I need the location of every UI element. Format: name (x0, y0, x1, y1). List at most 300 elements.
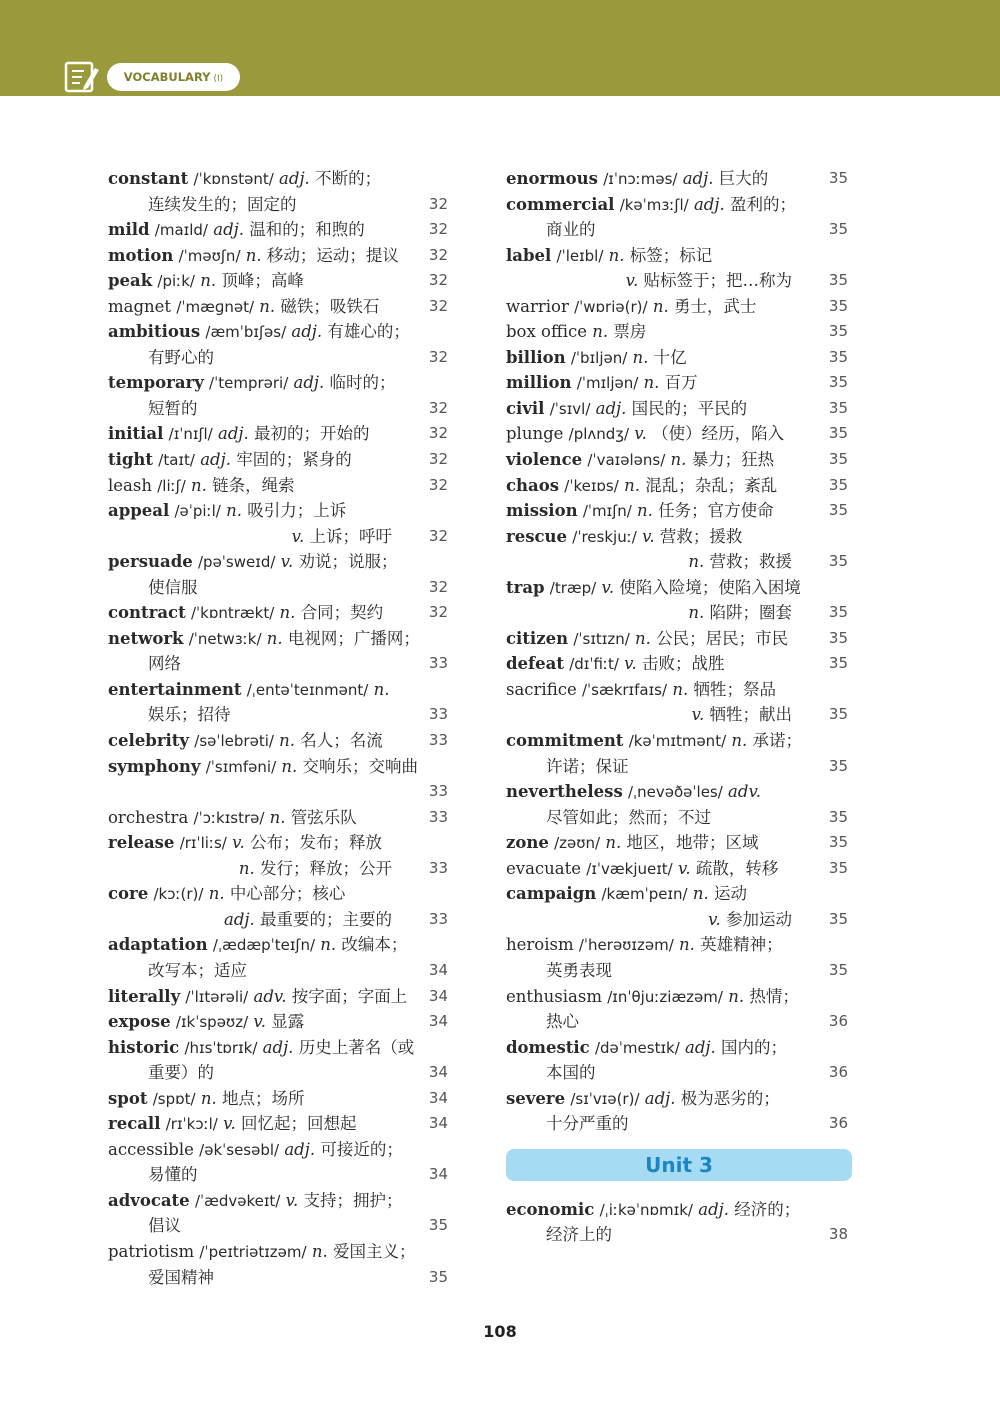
headword: initial (108, 424, 164, 444)
part-of-speech: v. (691, 705, 705, 725)
vocab-line (108, 268, 448, 294)
headword: recall (108, 1114, 161, 1134)
part-of-speech: adj. (682, 169, 714, 188)
part-of-speech: v. (280, 552, 294, 572)
page-ref: 32 (428, 245, 448, 264)
definition: 经济的； (734, 1199, 801, 1219)
phonetic: /ˈvaɪələns/ (587, 451, 666, 470)
headword: spot (108, 1088, 148, 1108)
page-ref: 34 (428, 1088, 448, 1107)
part-of-speech: adj. (644, 1088, 676, 1108)
part-of-speech: n. (608, 245, 625, 265)
notebook-pencil-icon (64, 60, 100, 94)
phonetic: /ɪkˈspəʊz/ (175, 1013, 249, 1032)
definition: 有野心的 (148, 347, 214, 367)
page-ref: 35 (828, 603, 848, 622)
definition: 移动；运动；提议 (266, 245, 399, 265)
vocab-line (506, 830, 848, 856)
page-ref: 35 (828, 347, 848, 366)
definition: 临时的； (329, 373, 396, 393)
definition: 网络 (148, 654, 181, 674)
part-of-speech: n. (191, 475, 207, 495)
definition: 商业的 (546, 220, 596, 240)
page-ref: 35 (828, 296, 848, 315)
headword: mission (506, 501, 578, 521)
phonetic: /ˈlɪtərəli/ (185, 987, 249, 1006)
vocab-line (108, 345, 448, 371)
page-ref: 32 (428, 424, 448, 443)
definition: 支持；拥护； (303, 1190, 403, 1210)
definition: 吸引力；上诉 (247, 501, 347, 521)
page-ref: 35 (828, 833, 848, 852)
definition: 贴标签于；把…称为 (643, 271, 792, 291)
part-of-speech: adv. (728, 782, 762, 802)
vocab-line (108, 575, 448, 601)
headword: severe (506, 1088, 566, 1108)
page-ref: 36 (828, 1114, 848, 1133)
definition: 营救；救援 (709, 552, 792, 572)
vocab-line (506, 1222, 848, 1248)
part-of-speech: n. (643, 373, 660, 393)
definition: 国内的； (721, 1037, 788, 1057)
part-of-speech: n. (238, 858, 255, 878)
part-of-speech: n. (688, 603, 705, 623)
headword: ambitious (108, 322, 201, 342)
vocab-line (506, 779, 848, 805)
vocab-line (108, 1111, 448, 1137)
vocab-line (506, 1060, 848, 1086)
definition: 名人；名流 (300, 731, 383, 751)
definition: 可接近的； (320, 1139, 403, 1159)
vocab-line (506, 754, 848, 780)
definition: 百万 (664, 373, 698, 393)
definition: 连续发生的；固定的 (148, 194, 297, 214)
headword: million (506, 373, 572, 393)
vocab-line (108, 779, 448, 805)
phonetic: /ˈnetwɜːk/ (188, 629, 262, 648)
definition: 爱国主义； (332, 1241, 416, 1261)
headword: peak (108, 271, 153, 291)
definition: 票房 (613, 322, 647, 342)
headword: civil (506, 398, 545, 418)
vocab-line (108, 1137, 448, 1163)
page-ref: 35 (828, 373, 848, 392)
page-ref: 32 (428, 194, 448, 213)
part-of-speech: adj. (217, 424, 249, 444)
headword: zone (506, 833, 549, 853)
vocab-line (506, 549, 848, 575)
part-of-speech: n. (728, 986, 745, 1006)
part-of-speech: n. (373, 679, 390, 699)
phonetic: /ˈpeɪtriətɪzəm/ (199, 1242, 307, 1261)
vocab-line (108, 1213, 448, 1239)
phonetic: /ˈkɒnstənt/ (193, 170, 274, 188)
vocab-line (108, 1162, 448, 1188)
vocab-line (108, 1265, 448, 1291)
definition: 热心 (546, 1012, 579, 1032)
vocab-column-left (108, 166, 448, 1290)
definition: 历史上著名（或 (298, 1037, 415, 1057)
headword: core (108, 884, 149, 904)
definition: 混乱；杂乱；紊乱 (645, 475, 778, 495)
definition: 经济上的 (546, 1225, 612, 1245)
phonetic: /maɪld/ (154, 221, 208, 240)
definition: 地点；场所 (221, 1088, 305, 1108)
part-of-speech: n. (245, 245, 262, 265)
phonetic: /ˈkeɪɒs/ (564, 476, 619, 495)
definition: 击败；战胜 (642, 654, 725, 674)
definition: （使）经历，陷入 (652, 424, 785, 444)
headword: economic (506, 1199, 595, 1219)
vocab-list-unit2 (506, 166, 848, 1137)
vocab-line (108, 626, 448, 652)
phonetic: /ˈməʊʃn/ (178, 246, 241, 265)
definition: 娱乐；招待 (148, 705, 231, 725)
definition: 国民的；平民的 (631, 398, 748, 418)
part-of-speech: n. (200, 271, 217, 291)
vocab-line (108, 498, 448, 524)
vocab-column-right (506, 166, 848, 1248)
definition: 合同；契约 (300, 603, 384, 623)
definition: 营救；援救 (659, 526, 743, 546)
vocab-line (506, 651, 848, 677)
vocab-line (108, 421, 448, 447)
vocab-line (108, 600, 448, 626)
definition: 改编本； (341, 935, 408, 955)
unit-heading: Unit 3 (506, 1149, 852, 1181)
vocab-line (108, 370, 448, 396)
part-of-speech: n. (266, 628, 283, 648)
definition: 牺牲；祭品 (693, 679, 776, 699)
headword: network (108, 628, 184, 648)
vocab-line (108, 294, 448, 320)
vocab-line (108, 1239, 448, 1265)
part-of-speech: n. (592, 322, 609, 342)
vocab-line (108, 1009, 448, 1035)
phonetic: /ˌædæpˈteɪʃn/ (212, 936, 316, 955)
page-ref: 35 (828, 756, 848, 775)
part-of-speech: n. (635, 628, 651, 648)
headword: motion (108, 245, 174, 265)
page-ref: 32 (428, 271, 448, 290)
definition: 不断的； (315, 169, 382, 188)
part-of-speech: n. (226, 501, 242, 521)
page-ref: 34 (428, 986, 448, 1005)
headword: expose (108, 1012, 171, 1032)
phonetic: /ˈtemprəri/ (209, 374, 289, 393)
vocab-line (108, 192, 448, 218)
part-of-speech: v. (624, 654, 637, 674)
headword: historic (108, 1037, 180, 1057)
headword: heroism (506, 935, 574, 955)
definition: 使信服 (148, 577, 198, 597)
phonetic: /hɪsˈtɒrɪk/ (184, 1038, 258, 1057)
part-of-speech: n. (632, 347, 649, 367)
phonetic: /dɪˈfiːt/ (569, 655, 619, 674)
page-ref: 35 (828, 271, 848, 290)
phonetic: /sɪˈvɪə(r)/ (570, 1089, 640, 1108)
vocab-line (108, 958, 448, 984)
section-label: VOCABULARY (123, 70, 211, 84)
page-ref: 35 (828, 858, 848, 877)
page-ref: 33 (428, 909, 448, 928)
page-ref: 32 (428, 577, 448, 596)
part-of-speech: n. (679, 935, 695, 955)
headword: advocate (108, 1190, 190, 1210)
page-number: 108 (483, 1322, 517, 1341)
definition: 热情； (749, 986, 799, 1006)
vocab-line (506, 1111, 848, 1137)
phonetic: /ɪnˈθjuːziæzəm/ (607, 987, 723, 1006)
headword: trap (506, 577, 545, 597)
definition: 巨大的 (718, 169, 769, 188)
part-of-speech: v. (625, 271, 639, 291)
vocab-line (506, 907, 848, 933)
phonetic: /dəˈmestɪk/ (594, 1038, 680, 1057)
phonetic: /səˈlebrəti/ (194, 732, 274, 751)
vocab-line (108, 396, 448, 422)
definition: 最初的；开始的 (254, 424, 370, 444)
page-ref: 35 (828, 220, 848, 239)
section-label-pill (107, 63, 240, 91)
part-of-speech: v. (223, 1114, 236, 1134)
page-ref: 35 (828, 169, 848, 187)
page-ref: 32 (428, 475, 448, 494)
part-of-speech: n. (624, 475, 640, 495)
page-ref: 38 (828, 1225, 848, 1244)
page-ref: 34 (428, 1165, 448, 1184)
phonetic: /piːk/ (157, 272, 195, 291)
part-of-speech: adj. (200, 450, 231, 470)
vocab-line (108, 702, 448, 728)
part-of-speech: n. (672, 679, 689, 699)
headword: celebrity (108, 731, 190, 751)
part-of-speech: n. (605, 833, 622, 853)
vocab-line (108, 1035, 448, 1061)
vocab-line (108, 1060, 448, 1086)
phonetic: /ˈædvəkeɪt/ (194, 1191, 281, 1210)
vocab-line (108, 447, 448, 473)
vocab-line (506, 1035, 848, 1061)
part-of-speech: n. (670, 450, 687, 470)
part-of-speech: n. (311, 1241, 328, 1261)
page-ref: 32 (428, 220, 448, 239)
phonetic: /ɪˈnɔːməs/ (603, 170, 678, 188)
headword: chaos (506, 475, 560, 495)
page-ref: 35 (828, 807, 848, 826)
definition: 交响乐；交响曲 (302, 756, 419, 776)
vocab-line (506, 984, 848, 1010)
headword: leash (108, 475, 152, 495)
part-of-speech: adj. (223, 909, 255, 929)
part-of-speech: v. (634, 424, 647, 444)
vocab-line (108, 932, 448, 958)
headword: adaptation (108, 935, 208, 955)
phonetic: /ˈmɪʃn/ (582, 502, 632, 521)
definition: 极为恶劣的； (680, 1088, 780, 1108)
definition: 短暂的 (148, 398, 198, 418)
vocab-line (506, 243, 848, 269)
part-of-speech: v. (285, 1190, 299, 1210)
headword: mild (108, 220, 150, 240)
phonetic: /zəʊn/ (554, 834, 601, 853)
headword: accessible (108, 1139, 194, 1159)
phonetic: /ˈreskjuː/ (572, 527, 637, 546)
part-of-speech: adj. (262, 1037, 294, 1057)
vocab-line (506, 728, 848, 754)
page-ref: 36 (828, 1012, 848, 1031)
vocab-line (506, 370, 848, 396)
vocab-line (108, 166, 448, 192)
page-ref: 33 (428, 654, 448, 673)
part-of-speech: n. (208, 884, 225, 904)
phonetic: /ˈmæɡnət/ (176, 297, 255, 316)
vocab-line (108, 217, 448, 243)
phonetic: /ˈherəʊɪzəm/ (578, 936, 674, 955)
definition: 倡议 (148, 1216, 181, 1236)
vocab-line (506, 702, 848, 728)
definition: 使陷入险境；使陷入困境 (619, 577, 801, 597)
definition: 按字面；字面上 (291, 986, 408, 1006)
vocab-line (506, 319, 848, 345)
page-ref: 34 (428, 1063, 448, 1082)
part-of-speech: n. (688, 552, 705, 572)
vocab-list-unit3 (506, 1197, 848, 1248)
vocab-line (108, 1086, 448, 1112)
part-of-speech: adj. (291, 322, 323, 342)
vocab-line (108, 1188, 448, 1214)
page-ref: 35 (828, 398, 848, 417)
page-ref: 35 (828, 552, 848, 571)
phonetic: /plʌndʒ/ (568, 425, 630, 444)
phonetic: /ˈkɒntrækt/ (190, 604, 275, 623)
headword: symphony (108, 756, 201, 776)
page-ref: 32 (428, 347, 448, 366)
page-ref: 35 (828, 322, 848, 341)
part-of-speech: n. (652, 296, 669, 316)
vocab-line (108, 805, 448, 831)
headword: literally (108, 986, 181, 1006)
vocab-line (506, 958, 848, 984)
part-of-speech: adj. (213, 220, 244, 240)
vocab-line (108, 830, 448, 856)
definition: 磁铁；吸铁石 (280, 296, 380, 316)
page-ref: 32 (428, 398, 448, 417)
phonetic: /əˈpiːl/ (174, 502, 221, 521)
phonetic: /ˈsɪvl/ (549, 399, 591, 418)
page-ref: 33 (428, 705, 448, 724)
vocab-line (506, 524, 848, 550)
phonetic: /ˈwɒriə(r)/ (574, 297, 648, 316)
definition: 十亿 (653, 347, 687, 367)
definition: 十分严重的 (546, 1114, 629, 1134)
vocab-line (108, 651, 448, 677)
page-ref: 33 (428, 782, 448, 801)
phonetic: /ˈɔːkɪstrə/ (193, 808, 265, 827)
vocab-line (108, 524, 448, 550)
definition: 有雄心的； (327, 322, 410, 342)
definition: 尽管如此；然而；不过 (546, 807, 711, 827)
page-ref: 35 (828, 909, 848, 928)
phonetic: /ˈbɪljən/ (570, 348, 628, 367)
headword: plunge (506, 424, 564, 444)
part-of-speech: adv. (253, 986, 287, 1006)
phonetic: /ˌiːkəˈnɒmɪk/ (599, 1200, 693, 1219)
page-ref: 35 (428, 1216, 448, 1235)
definition: 顶峰；高峰 (221, 271, 304, 291)
part-of-speech: adj. (698, 1199, 729, 1219)
phonetic: /ˈmɪljən/ (576, 374, 639, 393)
vocab-line (506, 447, 848, 473)
part-of-speech: n. (281, 756, 298, 776)
phonetic: /əkˈsesəbl/ (199, 1140, 280, 1159)
vocab-line (506, 1197, 848, 1223)
definition: 陷阱；圈套 (709, 603, 792, 623)
definition: 许诺；保证 (546, 756, 629, 776)
phonetic: /kəˈmɪtmənt/ (628, 732, 727, 751)
phonetic: /træp/ (549, 578, 597, 597)
vocab-line (108, 677, 448, 703)
phonetic: /kɔː(r)/ (153, 885, 204, 904)
vocab-line (506, 856, 848, 882)
vocab-line (506, 805, 848, 831)
page-ref: 32 (428, 526, 448, 545)
part-of-speech: adj. (595, 398, 627, 418)
section-sublabel: (I) (213, 74, 224, 84)
definition: 链条，绳索 (212, 475, 295, 495)
headword: label (506, 245, 552, 265)
vocab-line (506, 677, 848, 703)
headword: orchestra (108, 807, 189, 827)
definition: 爱国精神 (148, 1267, 214, 1287)
part-of-speech: adj. (293, 373, 325, 393)
headword: release (108, 833, 175, 853)
part-of-speech: v. (642, 526, 655, 546)
phonetic: /ˈsɪtɪzn/ (573, 629, 630, 648)
vocab-line (108, 549, 448, 575)
page-ref: 32 (428, 603, 448, 622)
page-ref: 35 (428, 1267, 448, 1286)
phonetic: /kəˈmɜːʃl/ (619, 195, 689, 214)
phonetic: /taɪt/ (158, 451, 195, 470)
headword: magnet (108, 296, 172, 316)
page-ref: 32 (428, 450, 448, 469)
part-of-speech: v. (708, 909, 721, 929)
vocab-line (506, 575, 848, 601)
phonetic: /ˌnevəðəˈles/ (627, 783, 723, 802)
definition: 公布；发布；释放 (249, 833, 382, 853)
headword: box office (506, 322, 587, 342)
definition: 改写本；适应 (148, 960, 247, 980)
definition: 标签；标记 (629, 245, 713, 265)
part-of-speech: n. (637, 501, 653, 521)
phonetic: /ˈleɪbl/ (556, 246, 604, 265)
page-ref: 35 (828, 628, 848, 647)
part-of-speech: n. (320, 935, 337, 955)
headword: defeat (506, 654, 564, 674)
headword: enormous (506, 169, 598, 188)
part-of-speech: adj. (279, 169, 310, 188)
definition: 英勇表现 (546, 960, 612, 980)
phonetic: /kæmˈpeɪn/ (601, 885, 688, 904)
phonetic: /æmˈbɪʃəs/ (205, 323, 287, 342)
part-of-speech: adj. (685, 1037, 716, 1057)
page-ref: 32 (428, 296, 448, 315)
headword: appeal (108, 501, 170, 521)
vocab-line (506, 192, 848, 218)
vocab-line (506, 1009, 848, 1035)
vocab-line (506, 498, 848, 524)
